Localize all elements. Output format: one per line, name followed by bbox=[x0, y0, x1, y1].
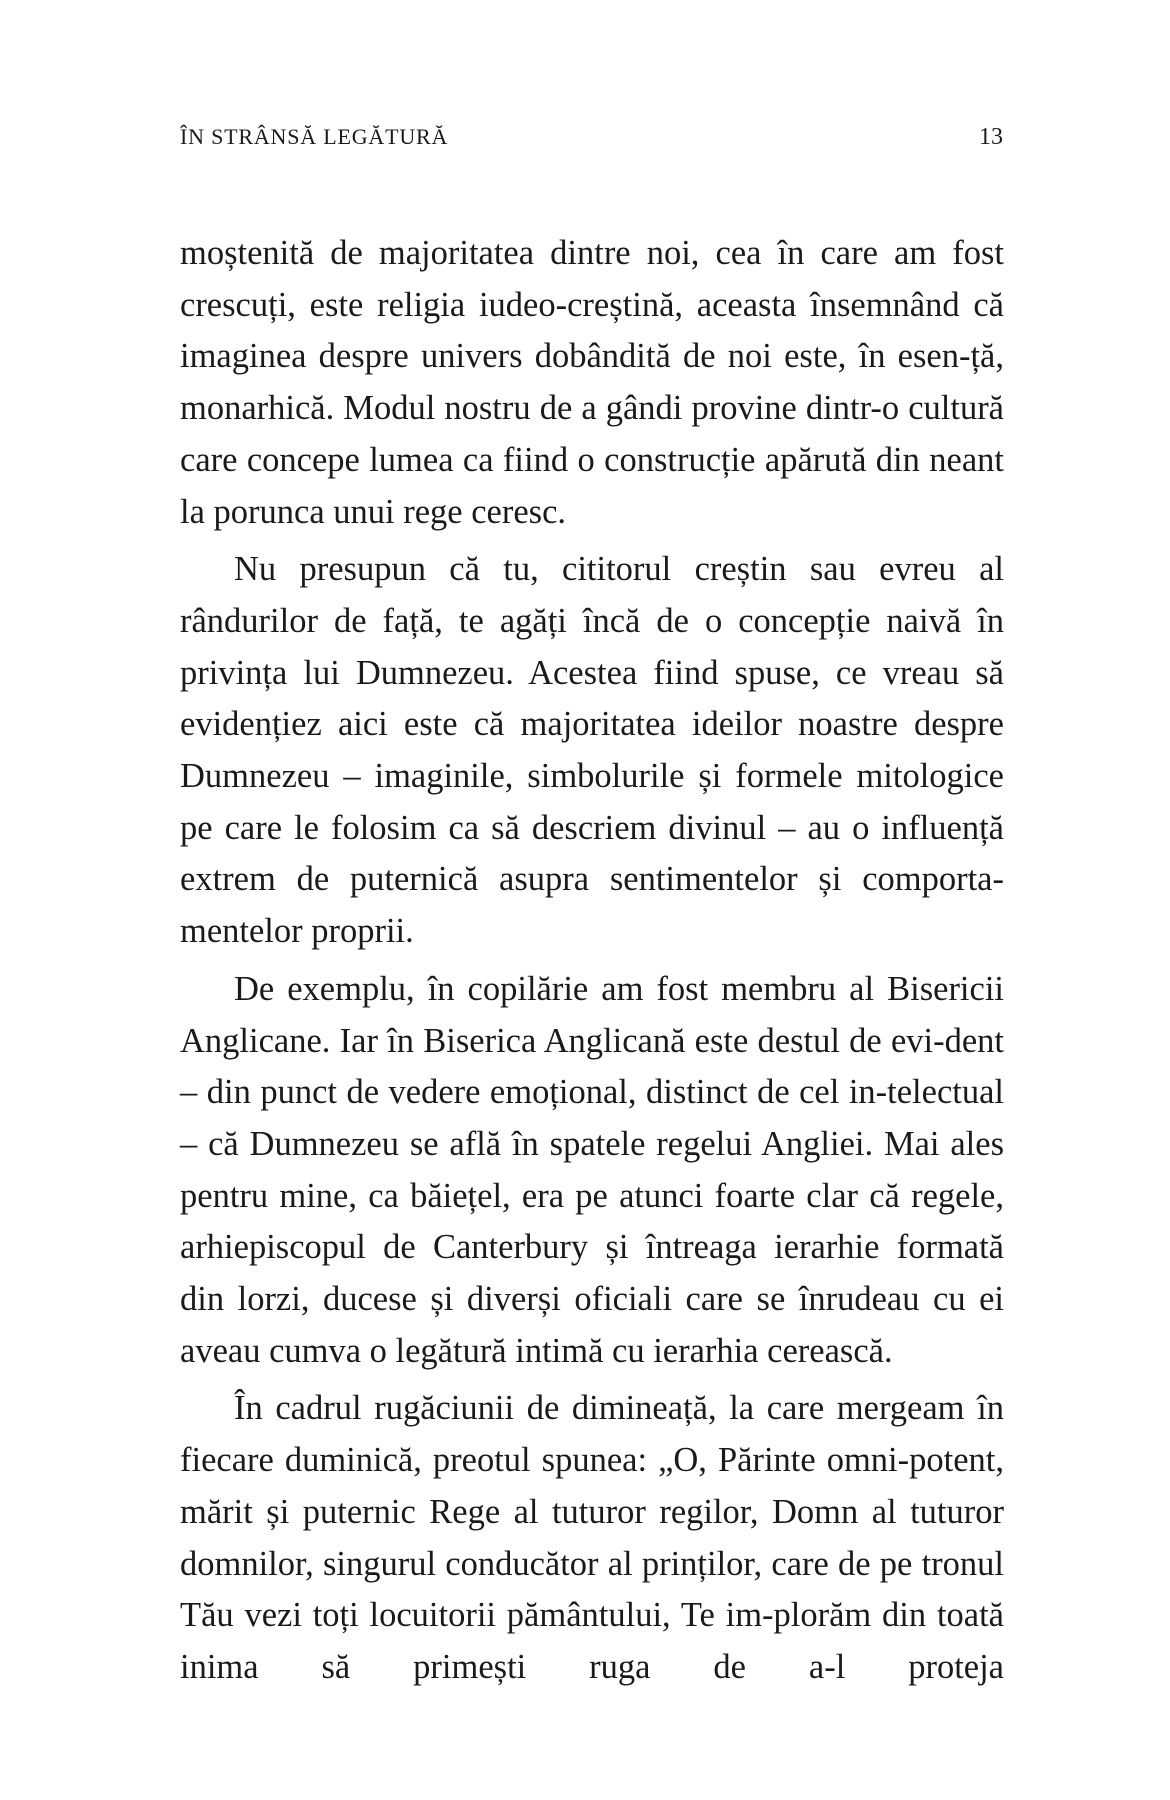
paragraph: Nu presupun că tu, cititorul creștin sau evreu al rândurilor de față, te agăți încă de o concepție naivă în privința lui Dumnezeu. Acestea fiind spuse, ce vreau să evidențiez aici este că majoritatea ideilor noastre despre Dumnezeu – imaginile, simbolurile și formele mitologice pe care le folosim ca să descriem divinul – au o influență extrem de puternică asupra sentimentelor și comporta-mentelor proprii. bbox=[180, 550, 1004, 951]
running-head-title: ÎN STRÂNSĂ LEGĂTURĂ bbox=[180, 124, 449, 149]
paragraph: De exemplu, în copilărie am fost membru al Bisericii Anglicane. Iar în Biserica Anglicană este destul de evi-dent – din punct de vedere emoțional, distinct de cel in-telectual – că Dumnezeu se află în spatele regelui Angliei. Mai ales pentru mine, ca băiețel, era pe atunci foarte clar că regele, arhiepiscopul de Canterbury și întreaga ierarhie formată din lorzi, ducese și diverși oficiali care se înrudeau cu ei aveau cumva o legătură intimă cu ierarhia cerească. bbox=[180, 969, 1004, 1370]
paragraph-continued: moștenită de majoritatea dintre noi, cea în care am fost crescuți, este religia iudeo-creștină, aceasta însemnând că imaginea despre univers dobândită de noi este, în esen-ță, monarhică. Modul nostru de a gândi provine dintr-o cultură care concepe lumea ca fiind o construcție apărută din neant la porunca unui rege ceresc. bbox=[180, 234, 1004, 531]
body-text bbox=[180, 228, 1004, 1694]
page-number: 13 bbox=[979, 124, 1003, 150]
paragraph-continues: În cadrul rugăciunii de dimineață, la care mergeam în fiecare duminică, preotul spunea: „O, Părinte omni-potent, mărit și puternic Rege al tuturor regilor, Domn al tuturor domnilor, singurul conducător al prinților, care de pe tronul Tău vezi toți locuitorii pământului, Te im-plorăm din toată inima să primești ruga de a-l proteja bbox=[180, 1389, 1004, 1686]
